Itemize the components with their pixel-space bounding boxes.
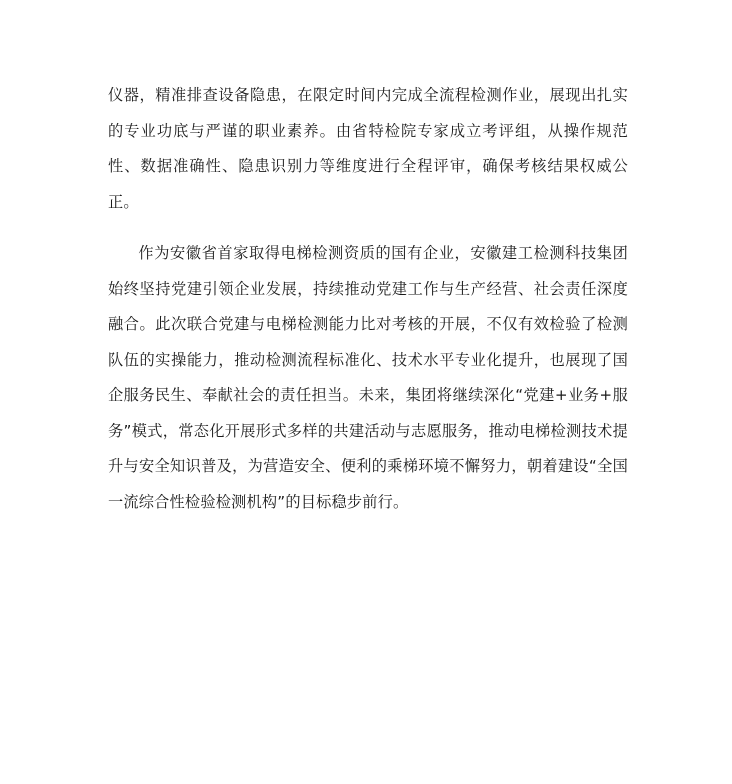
paragraph-2: 作为安徽省首家取得电梯检测资质的国有企业，安徽建工检测科技集团始终坚持党建引领企业发展，持续推动党建工作与生产经营、社会责任深度融合。此次联合党建与电梯检测能力比对考核的开展，不仅有效检验了检测队伍的实操能力，推动检测流程标准化、技术水平专业化提升，也展现了国企服务民生、奉献社会的责任担当。未来，集团将继续深化“党建+业务+服务”模式，常态化开展形式多样的共建活动与志愿服务，推动电梯检测技术提升与安全知识普及，为营造安全、便利的乘梯环境不懈努力，朝着建设“全国一流综合性检验检测机构”的目标稳步前行。 — [108, 244, 628, 511]
document-body — [108, 78, 628, 520]
paragraph-1: 仪器，精准排查设备隐患，在限定时间内完成全流程检测作业，展现出扎实的专业功底与严谨的职业素养。由省特检院专家成立考评组，从操作规范性、数据准确性、隐患识别力等维度进行全程评审，确保考核结果权威公正。 — [108, 86, 628, 211]
